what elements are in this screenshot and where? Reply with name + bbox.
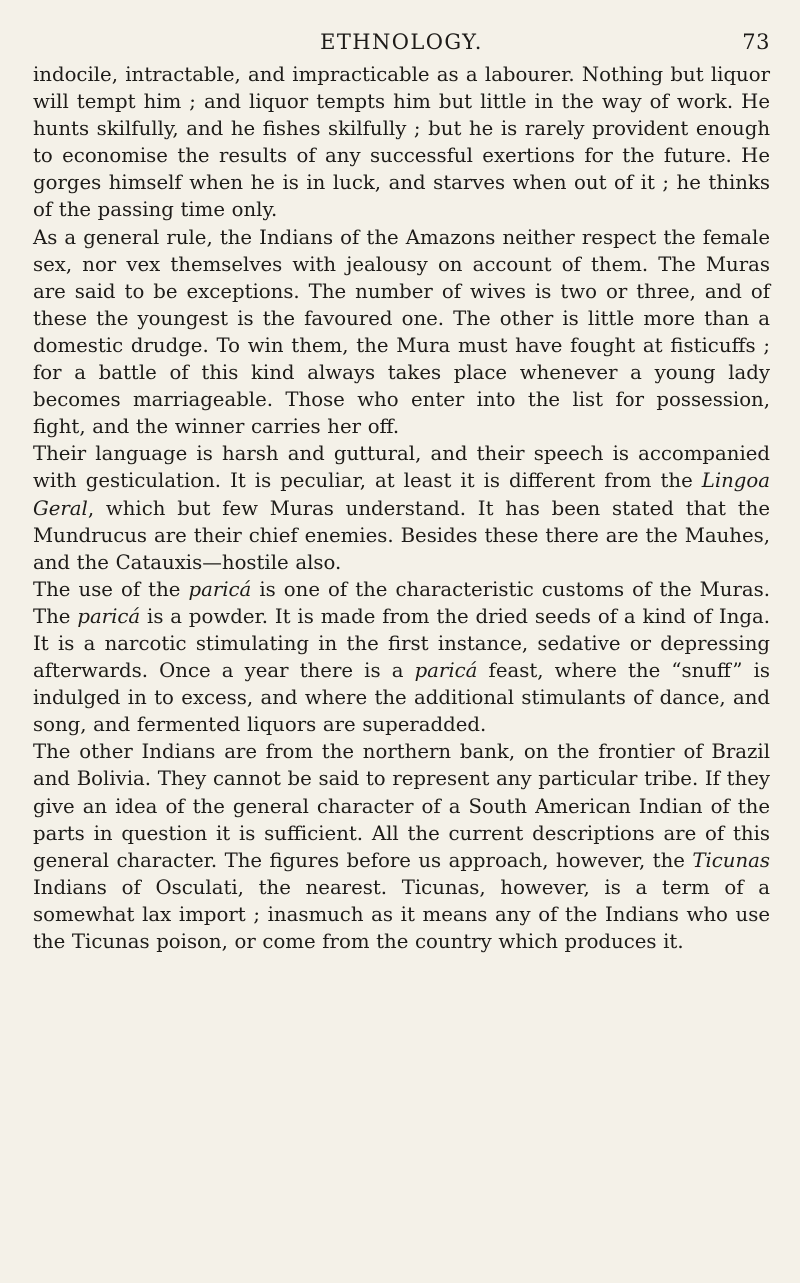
language-text-2: , which but few Muras understand. It has been stated that the Mundrucus are their chief enemies. Besides these there are the Mauhes, and the Catauxis—hostile also. [33, 496, 770, 574]
paragraph-labourer: indocile, intractable, and impracticable as a labourer. Nothing but liquor will tempt him ; and liquor tempts him but little in the way of work. He hunts skilfully, and he fishes skilfully ; but he is rarely provident enough to economise the results of any successful exertions for the future. He gorges himself when he is in luck, and starves when out of it ; he thinks of the passing time only. [33, 63, 770, 222]
parica-text-3: is a powder. It is made from the dried seeds of a kind of Inga. It is a narcotic stimulating in the first instance, sedative or depressing afterwards. Once a year there is a [33, 604, 770, 683]
other-indians-text-2: Indians of Osculati, the nearest. Ticunas, however, is a term of a somewhat lax import ; inasmuch as it means any of the Indians who use the Ticunas poison, or come from the country which produces it. [33, 875, 770, 953]
parica-text-1: The use of the [33, 577, 189, 601]
paragraph-parica [33, 576, 770, 739]
parica-term-3: paricá [414, 659, 478, 683]
ticunas-term: Ticunas [692, 848, 770, 872]
running-head [33, 20, 770, 56]
paragraph-female-sex: As a general rule, the Indians of the Amazons neither respect the female sex, nor vex themselves with jealousy on account of them. The Muras are said to be exceptions. The number of wives is two or three, and of these the youngest is the favoured one. The other is little more than a domestic drudge. To win them, the Mura must have fought at fisticuffs ; for a battle of this kind always takes place whenever a young lady becomes marriageable. Those who enter into the list for possession, fight, and the winner carries her off. [33, 225, 770, 439]
page-number: 73 [742, 30, 770, 54]
parica-term-1: paricá [188, 577, 252, 601]
lingoa-geral-term: Lingoa Geral [33, 469, 770, 520]
language-text-1: Their language is harsh and guttural, and their speech is accompanied with gesticulation. It is peculiar, at least it is different from the [33, 442, 770, 493]
parica-text-4: feast, where the “snuff” is indulged in to excess, and where the additional stimulants of dance, and song, and fermented liquors are superadded. [33, 659, 770, 737]
body-text [33, 61, 770, 955]
paragraph-language [33, 440, 770, 575]
other-indians-text-1: The other Indians are from the northern bank, on the frontier of Brazil and Bolivia. They cannot be said to represent any particular tribe. If they give an idea of the general character of a South American Indian of the parts in question it is sufficient. All the current descriptions are of this general character. The figures before us approach, however, the [33, 740, 770, 872]
parica-text-2: is one of the characteristic customs of the Muras. The [33, 577, 771, 628]
paragraph-other-indians [33, 738, 770, 955]
parica-term-2: paricá [77, 604, 141, 628]
running-title: ETHNOLOGY. [320, 30, 483, 54]
